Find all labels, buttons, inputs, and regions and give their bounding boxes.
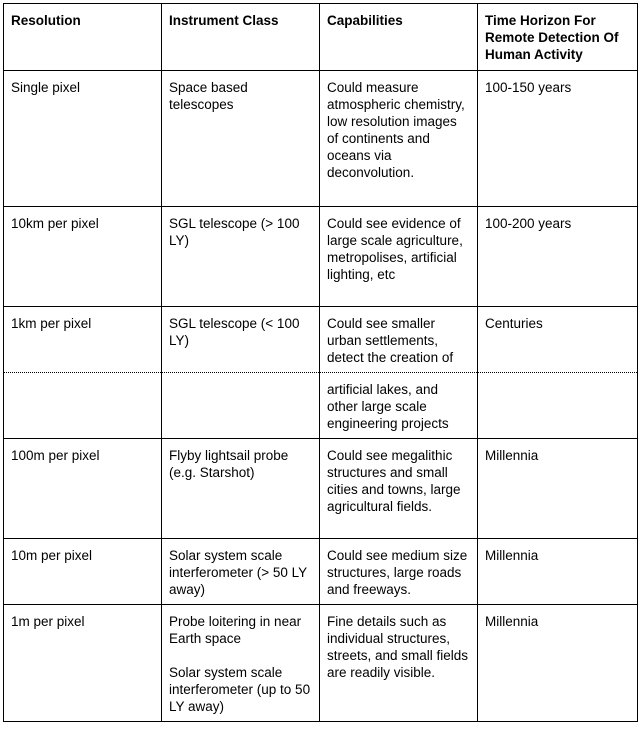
table-row <box>4 307 638 373</box>
cell-instrument <box>162 207 320 307</box>
header-time-horizon: Time Horizon For Remote Detection Of Human Activity <box>478 4 638 71</box>
cell-resolution: 1m per pixel <box>4 605 162 722</box>
instrument-text: SGL telescope (> 100 LY) <box>169 216 300 248</box>
cell-capabilities: Could measure atmospheric chemistry, low resolution images of continents and oceans via deconvolution. <box>320 71 478 207</box>
cell-instrument <box>162 307 320 373</box>
cell-horizon: Millennia <box>478 605 638 722</box>
cell-instrument <box>162 71 320 207</box>
detection-table <box>3 3 638 722</box>
instrument-text: Solar system scale interferometer (> 50 LY away) <box>169 548 307 597</box>
table-row-continuation <box>4 373 638 439</box>
cell-capabilities: Could see megalithic structures and small cities and towns, large agricultural fields. <box>320 439 478 539</box>
cell-horizon: 100-150 years <box>478 71 638 207</box>
instrument-text: Flyby lightsail probe (e.g. Starshot) <box>169 448 289 480</box>
cell-instrument <box>162 373 320 439</box>
cell-capabilities: artificial lakes, and other large scale engineering projects <box>320 373 478 439</box>
cell-instrument <box>162 539 320 605</box>
cell-horizon: 100-200 years <box>478 207 638 307</box>
cell-capabilities: Fine details such as individual structures, streets, and small fields are readily visible. <box>320 605 478 722</box>
table-row <box>4 71 638 207</box>
cell-resolution: Single pixel <box>4 71 162 207</box>
table-row <box>4 439 638 539</box>
cell-resolution: 10m per pixel <box>4 539 162 605</box>
header-instrument-class: Instrument Class <box>162 4 320 71</box>
header-row <box>4 4 638 71</box>
cell-horizon: Millennia <box>478 439 638 539</box>
instrument-text: SGL telescope (< 100 LY) <box>169 316 300 348</box>
cell-resolution: 1km per pixel <box>4 307 162 373</box>
cell-horizon: Millennia <box>478 539 638 605</box>
cell-instrument <box>162 439 320 539</box>
cell-horizon <box>478 373 638 439</box>
instrument-text: Solar system scale interferometer (up to 50 LY away) <box>169 665 311 714</box>
table-row <box>4 207 638 307</box>
instrument-text: Probe loitering in near Earth space <box>169 614 302 646</box>
cell-capabilities: Could see medium size structures, large roads and freeways. <box>320 539 478 605</box>
cell-resolution: 10km per pixel <box>4 207 162 307</box>
cell-resolution: 100m per pixel <box>4 439 162 539</box>
cell-capabilities: Could see evidence of large scale agriculture, metropolises, artificial lighting, etc <box>320 207 478 307</box>
cell-instrument <box>162 605 320 722</box>
cell-resolution <box>4 373 162 439</box>
instrument-text: Space based telescopes <box>169 80 248 112</box>
header-resolution: Resolution <box>4 4 162 71</box>
header-capabilities: Capabilities <box>320 4 478 71</box>
table-row <box>4 605 638 722</box>
cell-capabilities: Could see smaller urban settlements, detect the creation of <box>320 307 478 373</box>
table-row <box>4 539 638 605</box>
cell-horizon: Centuries <box>478 307 638 373</box>
